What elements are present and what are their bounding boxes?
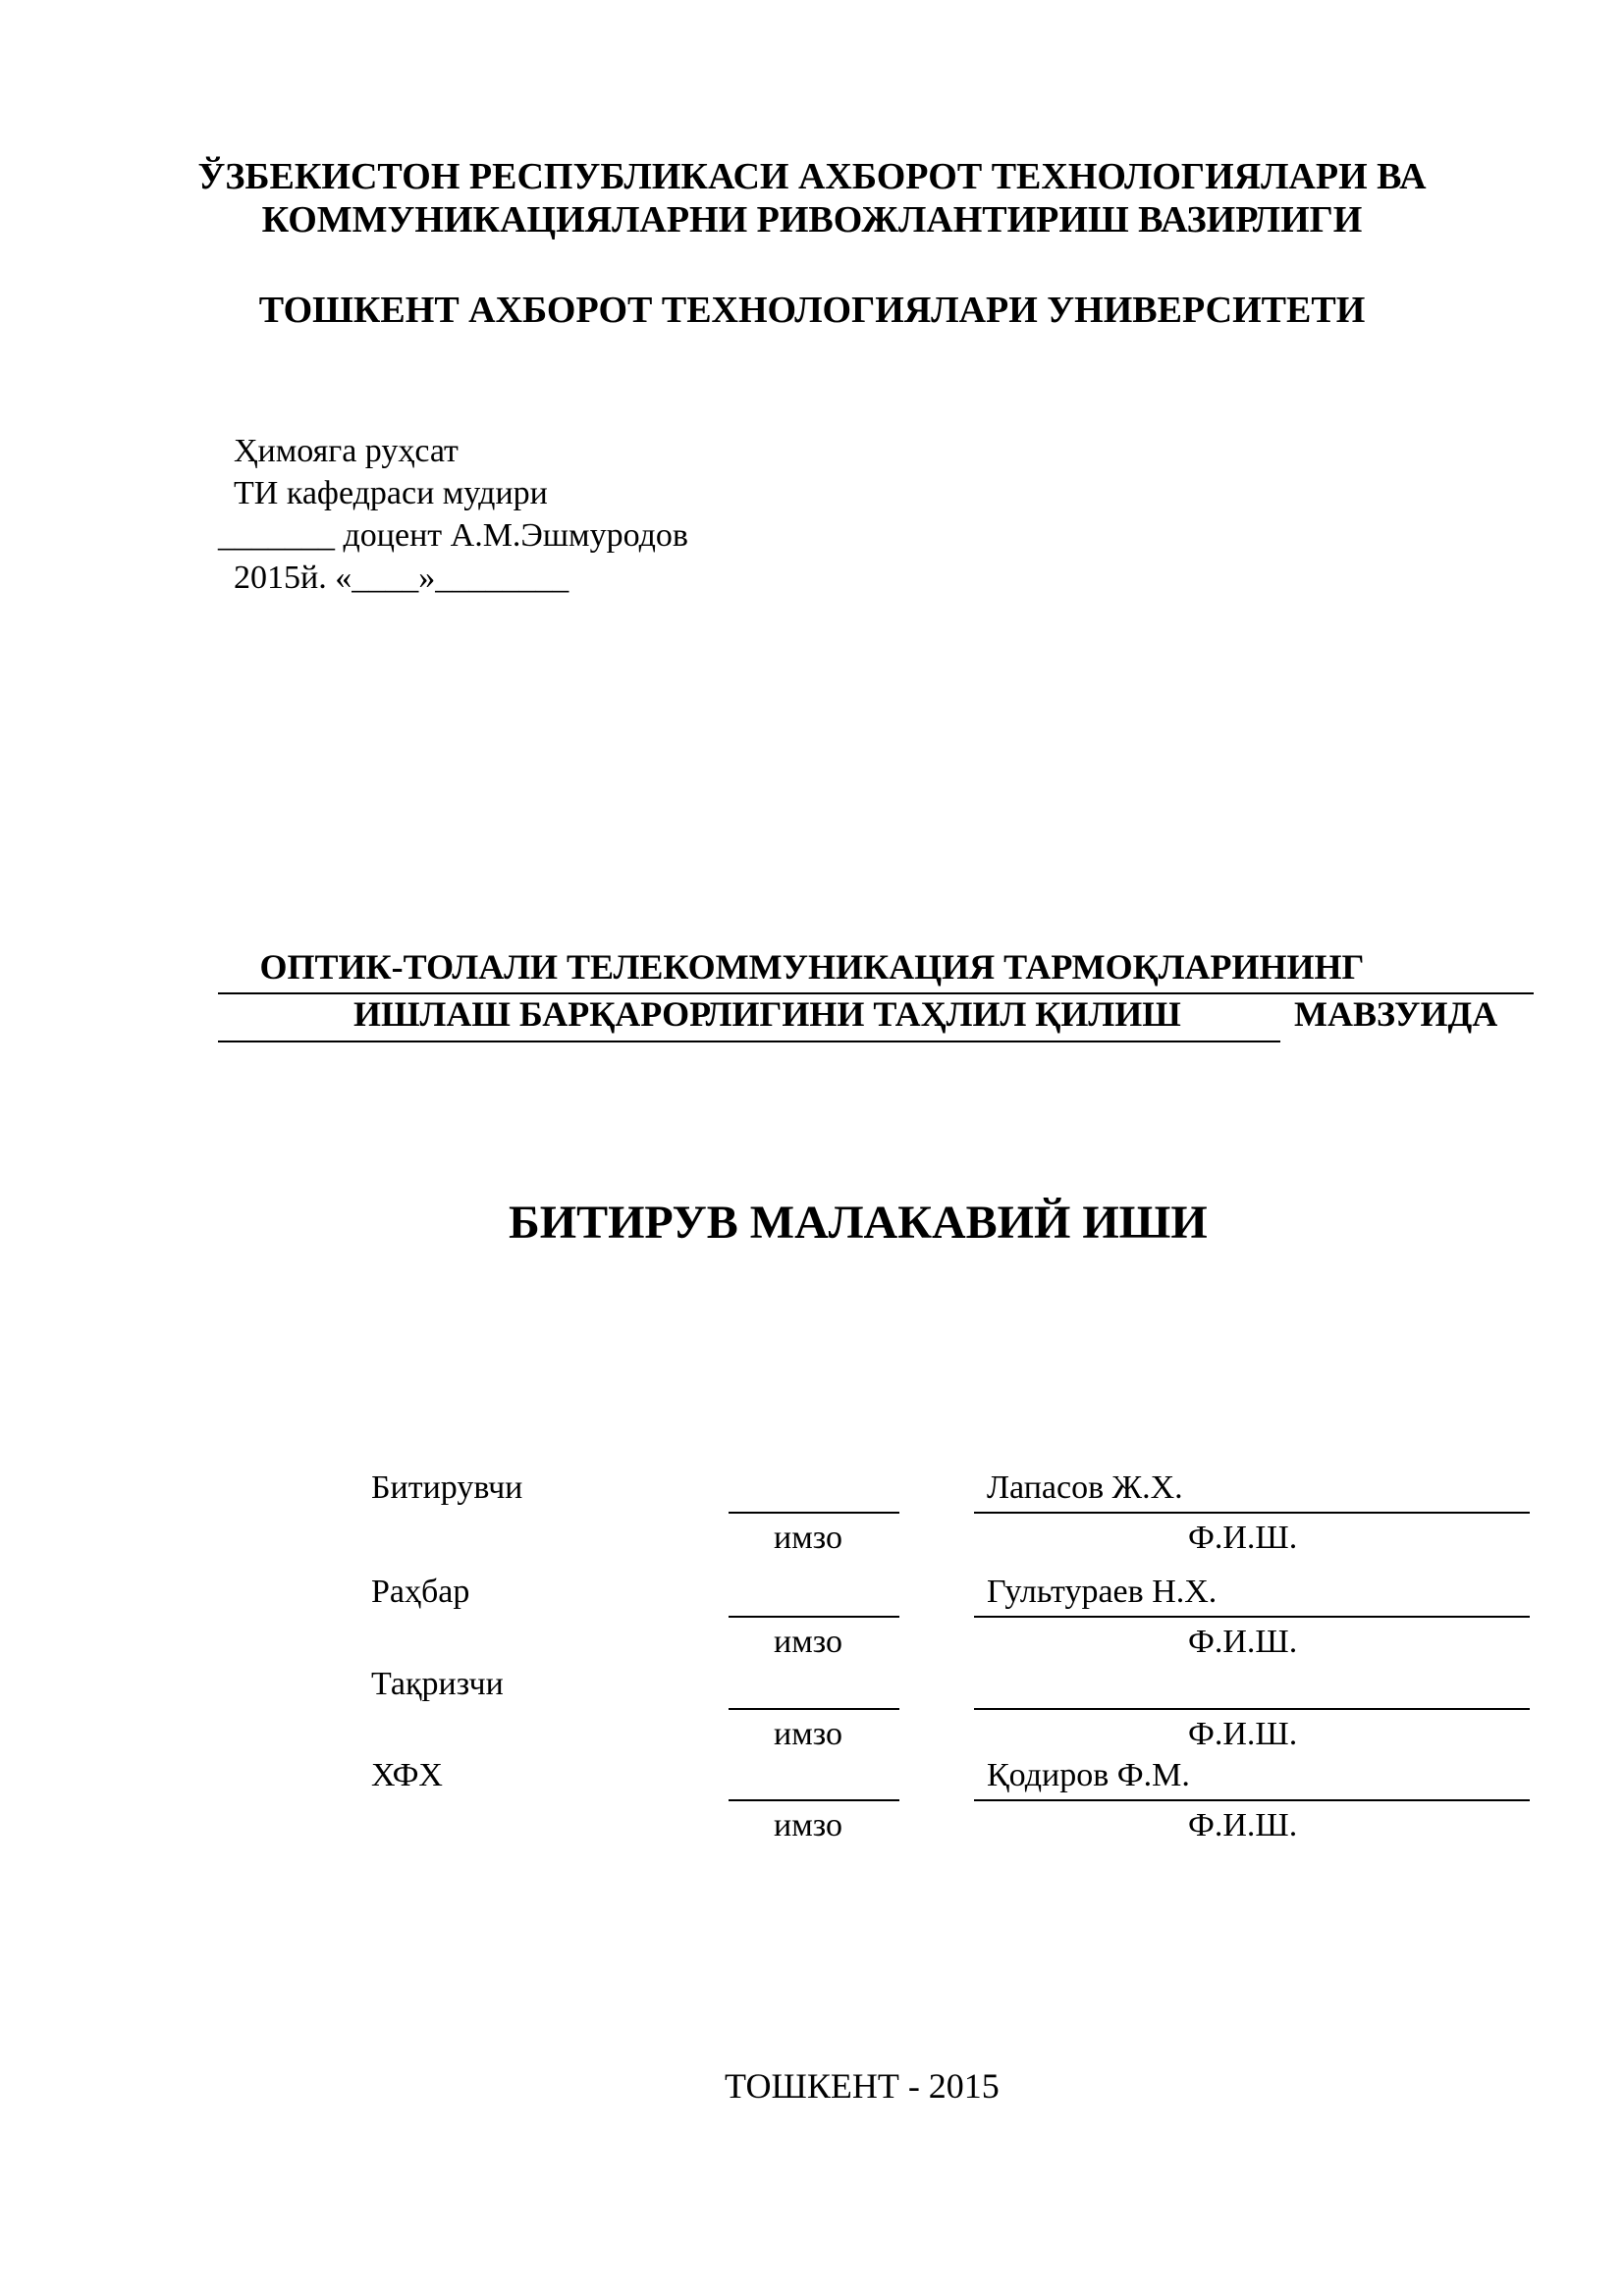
ministry-line-1: ЎЗБЕКИСТОН РЕСПУБЛИКАСИ АХБОРОТ ТЕХНОЛОГИЯЛАРИ ВА: [197, 156, 1427, 197]
name-line-graduate: [974, 1512, 1530, 1514]
topic-suffix: МАВЗУИДА: [1294, 994, 1498, 1034]
name-line-reviewer: [974, 1708, 1530, 1710]
signature-line-consultant: [729, 1799, 899, 1801]
signature-name-supervisor: Гультураев Н.Х.: [987, 1574, 1218, 1610]
signature-role-graduate: Битирувчи: [371, 1469, 523, 1506]
signature-role-supervisor: Раҳбар: [371, 1574, 470, 1610]
work-type-title: БИТИРУВ МАЛАКАВИЙ ИШИ: [509, 1197, 1208, 1249]
approval-line-2: ТИ кафедраси мудири: [234, 475, 548, 511]
name-line-consultant: [974, 1799, 1530, 1801]
approval-line-1: Ҳимояга руҳсат: [234, 433, 459, 469]
approval-date: 2015й. «____»________: [234, 560, 569, 596]
name-caption-reviewer: Ф.И.Ш.: [1188, 1716, 1298, 1752]
topic-line-1: ОПТИК-ТОЛАЛИ ТЕЛЕКОММУНИКАЦИЯ ТАРМОҚЛАРИНИНГ: [259, 947, 1365, 987]
signature-name-graduate: Лапасов Ж.Х.: [987, 1469, 1183, 1506]
university-name: ТОШКЕНТ АХБОРОТ ТЕХНОЛОГИЯЛАРИ УНИВЕРСИТЕТИ: [258, 290, 1366, 331]
name-line-supervisor: [974, 1616, 1530, 1618]
footer-city-year: ТОШКЕНТ - 2015: [725, 2066, 1000, 2106]
signature-role-reviewer: Тақризчи: [371, 1666, 504, 1702]
signature-line-supervisor: [729, 1616, 899, 1618]
approval-head-name: доцент А.М.Эшмуродов: [335, 517, 688, 554]
sign-caption-graduate: имзо: [774, 1520, 842, 1556]
sign-caption-supervisor: имзо: [774, 1624, 842, 1660]
ministry-line-2: КОММУНИКАЦИЯЛАРНИ РИВОЖЛАНТИРИШ ВАЗИРЛИГИ: [261, 199, 1363, 240]
signature-name-consultant: Қодиров Ф.М.: [987, 1757, 1190, 1793]
sign-caption-consultant: имзо: [774, 1807, 842, 1843]
name-caption-supervisor: Ф.И.Ш.: [1188, 1624, 1298, 1660]
sign-caption-reviewer: имзо: [774, 1716, 842, 1752]
topic-underline-2: [218, 1041, 1280, 1042]
topic-line-2: ИШЛАШ БАРҚАРОРЛИГИНИ ТАҲЛИЛ ҚИЛИШ: [353, 994, 1181, 1034]
name-caption-consultant: Ф.И.Ш.: [1188, 1807, 1298, 1843]
signature-line-graduate: [729, 1512, 899, 1514]
signature-role-consultant: ХФХ: [371, 1757, 443, 1793]
approval-line-3: [218, 514, 688, 557]
signature-line-reviewer: [729, 1708, 899, 1710]
name-caption-graduate: Ф.И.Ш.: [1188, 1520, 1298, 1556]
approval-signature-blank: _______: [218, 517, 335, 554]
